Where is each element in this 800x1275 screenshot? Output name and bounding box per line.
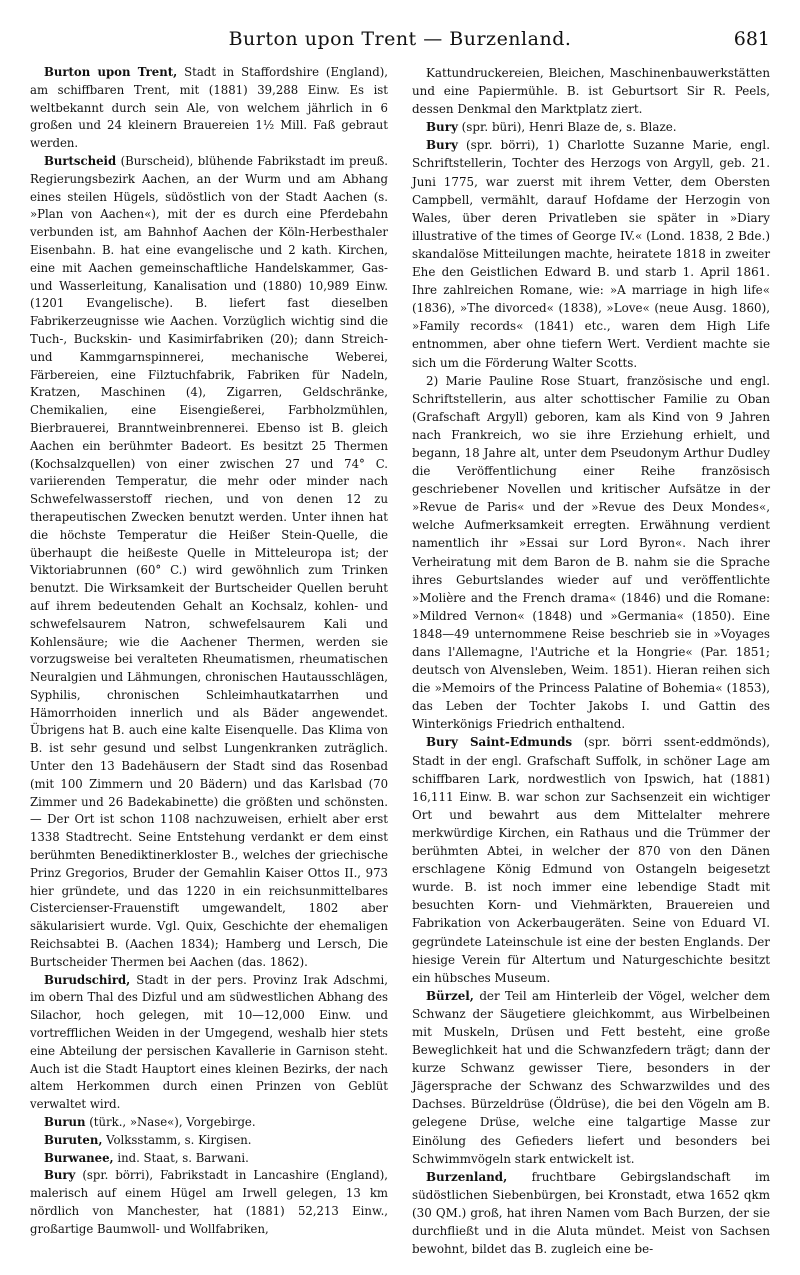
dictionary-entry bbox=[412, 118, 770, 136]
entry-text: 2) Marie Pauline Rose Stuart, französische und engl. Schriftstellerin, aus alter schottischer Familie zu Oban (Grafschaft Argyll) geboren, kam als Kind von 9 Jahren nach Frankreich, wo sie ihre Erziehung erhielt, und begann, 18 Jahre alt, unter dem Pseudonym Arthur Dudley die Veröffentlichung einer Reihe französisch geschriebener Novellen und kritischer Aufsätze in der »Revue de Paris« und der »Revue des Deux Mondes«, welche Aufmerksamkeit erregten. Erwähnung verdient namentlich ihr »Essai sur Lord Byron«. Nach ihrer Verheiratung mit dem Baron de B. nahm sie die Sprache ihres Geburtslandes wieder auf und veröffentlichte »Molière and the French drama« (1846) und die Romane: »Mildred Vernon« (1848) und »Germania« (1850). Eine 1848—49 unternommene Reise beschrieb sie in »Voyages dans l'Allemagne, l'Autriche et la Hongrie« (Par. 1851; deutsch von Alvensleben, Weim. 1851). Hieran reihen sich die »Memoirs of the Princess Palatine of Bohemia« (1853), das Leben der Tochter Jakobs I. und Gattin des Winterkönigs Friedrich enthaltend. bbox=[412, 373, 770, 732]
right-column bbox=[412, 64, 770, 1258]
entry-headword: Burtscheid bbox=[44, 153, 117, 168]
entry-text: (spr. börri), Fabrikstadt in Lancashire (England), malerisch auf einem Hügel am Irwell gelegen, 13 km nördlich von Manchester, hat (1881) 52,213 Einw., großartige Baumwoll- und Wollfabriken, bbox=[30, 1168, 388, 1236]
dictionary-entry bbox=[412, 136, 770, 371]
dictionary-entry bbox=[412, 987, 770, 1168]
dictionary-entry bbox=[30, 1167, 388, 1238]
dictionary-entry bbox=[30, 972, 388, 1114]
entry-headword: Burzenland, bbox=[426, 1169, 508, 1184]
dictionary-entry bbox=[412, 1168, 770, 1258]
entry-headword: Bürzel, bbox=[426, 988, 474, 1003]
entry-text: fruchtbare Gebirgslandschaft im südöstlichen Siebenbürgen, bei Kronstadt, etwa 1652 qkm (30 QM.) groß, hat ihren Namen vom Bach Burzen, der sie durchfließt und in die Aluta mündet. Meist von Sachsen bewohnt, bildet das B. zugleich eine be- bbox=[412, 1169, 770, 1257]
entry-headword: Buruten, bbox=[44, 1132, 103, 1147]
entry-text: (spr. börri), 1) Charlotte Suzanne Marie, engl. Schriftstellerin, Tochter des Herzogs von Argyll, geb. 21. Juni 1775, war zuerst mit ihrem Vetter, dem Obersten Campbell, vermählt, darauf Hofdame der Herzogin von Wales, über deren Privatleben sie später in »Diary illustrative of the times of George IV.« (Lond. 1838, 2 Bde.) skandalöse Mitteilungen machte, heiratete 1818 in zweiter Ehe den Geistlichen Edward B. und starb 1. April 1861. Ihre zahlreichen Romane, wie: »A marriage in high life« (1836), »The divorced« (1838), »Love« (neue Ausg. 1860), »Family records« (1841) etc., waren dem High Life entnommen, aber ohne tiefern Wert. Verdient machte sie sich um die Förderung Walter Scotts. bbox=[412, 138, 771, 370]
page-number: 681 bbox=[733, 28, 770, 50]
entry-headword: Burudschird, bbox=[44, 972, 131, 987]
entry-text: (Burscheid), blühende Fabrikstadt im preuß. Regierungsbezirk Aachen, an der Wurm und am Abhang eines steilen Hügels, südöstlich von der Stadt Aachen (s. »Plan von Aachen«), mit der es durch eine Pferdebahn verbunden ist, am Bahnhof Aachen der Köln-Herbesthaler Eisenbahn. B. hat eine evangelische und 2 kath. Kirchen, eine mit Aachen gemeinschaftliche Handelskammer, Gas- und Wasserleitung, Kanalisation und (1880) 10,989 Einw. (1201 Evangelische). B. liefert fast dieselben Fabrikerzeugnisse wie Aachen. Vorzüglich wichtig sind die Tuch-, Buckskin- und Kasimirfabriken (20); dann Streich- und Kammgarnspinnerei, mechanische Weberei, Färbereien, eine Filztuchfabrik, Fabriken für Nadeln, Kratzen, Maschinen (4), Zigarren, Geldschränke, Chemikalien, eine Eisengießerei, Farbholzmühlen, Bierbrauerei, Branntweinbrennerei. Ebenso ist B. gleich Aachen ein berühmter Badeort. Es besitzt 25 Thermen (Kochsalzquellen) von einer zwischen 27 und 74° C. variierenden Temperatur, die mehr oder minder nach Schwefelwasserstoff riechen, und von denen 12 zu therapeutischen Zwecken benutzt werden. Unter ihnen hat die höchste Temperatur die Heißer Stein-Quelle, die überhaupt die heißeste Quelle in Mitteleuropa ist; der Viktoriabrunnen (60° C.) wird gewöhnlich zum Trinken benutzt. Die Wirksamkeit der Burtscheider Quellen beruht auf ihrem bedeutenden Gehalt an Kochsalz, kohlen- und schwefelsaurem Natron, schwefelsaurem Kali und Kohlensäure; wie die Aachener Thermen, werden sie vorzugsweise bei veralteten Rheumatismen, rheumatischen Neuralgien und Lähmungen, chronischen Hautausschlägen, Syphilis, chronischen Schleimhautkatarrhen und Hämorrhoiden innerlich und als Bäder angewendet. Übrigens hat B. auch eine kalte Eisenquelle. Das Klima von B. ist sehr gesund und selbst Lungenkranken zuträglich. Unter den 13 Badehäusern der Stadt sind das Rosenbad (mit 100 Zimmern und 20 Bädern) und das Karlsbad (70 Zimmer und 26 Badekabinette) die größten und schönsten. — Der Ort ist schon 1108 nachzuweisen, erhielt aber erst 1338 Stadtrecht. Seine Entstehung verdankt er dem einst berühmten Benediktinerkloster B., welches der griechische Prinz Gregorios, Bruder der Gemahlin Kaiser Ottos II., 973 hier gründete, und das 1220 in ein reichsunmittelbares Cistercienser-Frauenstift umgewandelt, 1802 aber säkularisiert wurde. Vgl. Quix, Geschichte der ehemaligen Reichsabtei B. (Aachen 1834); Hamberg und Lersch, Die Burtscheider Thermen bei Aachen (das. 1862). bbox=[30, 153, 388, 969]
page-header bbox=[30, 28, 770, 58]
entry-text: der Teil am Hinterleib der Vögel, welcher dem Schwanz der Säugetiere gleichkommt, aus Wirbelbeinen mit Muskeln, Drüsen und Fett besteht, eine große Beweglichkeit hat und die Schwanzfedern trägt; dann der kurze Schwanz gewisser Tiere, besonders in der Jägersprache der Schwanz des Schwarzwildes und des Dachses. Bürzeldrüse (Öldrüse), die bei den Vögeln am B. gelegene Drüse, welche eine talgartige Masse zur Einölung des Gefieders liefert und besonders bei Schwimmvögeln stark entwickelt ist. bbox=[412, 988, 770, 1166]
entry-text: ind. Staat, s. Barwani. bbox=[117, 1150, 249, 1165]
dictionary-entry bbox=[412, 372, 770, 734]
dictionary-entry bbox=[30, 1114, 388, 1132]
entry-text: Stadt in der pers. Provinz Irak Adschmi, im obern Thal des Dizful und am südwestlichen Abhang des Silachor, hoch gelegen, mit 10—12,000 Einw. und vortrefflichen Weiden in der Umgegend, weshalb hier stets eine Abteilung der persischen Kavallerie in Garnison steht. Auch ist die Stadt Hauptort eines kleinen Bezirks, der nach altem Herkommen durch einen Prinzen von Geblüt verwaltet wird. bbox=[30, 972, 388, 1112]
dictionary-entry bbox=[30, 1132, 388, 1150]
entry-text: (spr. büri), Henri Blaze de, s. Blaze. bbox=[461, 120, 677, 135]
entry-headword: Burton upon Trent, bbox=[44, 65, 178, 79]
dictionary-entry bbox=[412, 733, 770, 986]
entry-headword: Bury bbox=[44, 1168, 76, 1183]
dictionary-entry bbox=[30, 153, 388, 972]
left-column bbox=[30, 64, 388, 1239]
dictionary-entry bbox=[30, 1150, 388, 1168]
running-title: Burton upon Trent — Burzenland. bbox=[228, 28, 572, 50]
entry-headword: Bury bbox=[426, 138, 458, 153]
entry-headword: Burwanee, bbox=[44, 1150, 114, 1165]
entry-text: Volksstamm, s. Kirgisen. bbox=[106, 1132, 252, 1147]
entry-headword: Bury Saint-Edmunds bbox=[426, 735, 573, 750]
entry-headword: Burun bbox=[44, 1115, 86, 1130]
entry-text: (türk., »Nase«), Vorgebirge. bbox=[89, 1115, 256, 1130]
dictionary-entry bbox=[30, 64, 388, 153]
entry-headword: Bury bbox=[426, 120, 458, 135]
entry-text: Kattundruckereien, Bleichen, Maschinenbauwerkstätten und eine Papiermühle. B. ist Geburtsort Sir R. Peels, dessen Denkmal den Marktplatz ziert. bbox=[412, 66, 770, 117]
entry-text: Stadt in Staffordshire (England), am schiffbaren Trent, mit (1881) 39,288 Einw. Es ist weltbekannt durch sein Ale, von welchem jährlich in 6 großen und 24 kleinern Brauereien 1½ Mill. Faß gebraut werden. bbox=[30, 65, 389, 151]
entry-text: (spr. börri ssent-eddmönds), Stadt in der engl. Grafschaft Suffolk, in schöner Lage am schiffbaren Lark, nordwestlich von Ipswich, hat (1881) 16,111 Einw. B. war schon zur Sachsenzeit ein wichtiger Ort und bewahrt aus dem Mittelalter mehrere merkwürdige Kirchen, ein Rathaus und die Trümmer der berühmten Abtei, in welcher der 870 von den Dänen erschlagene König Edmund von Ostangeln beigesetzt wurde. B. ist noch immer eine lebendige Stadt mit besuchten Korn- und Viehmärkten, Brauereien und Fabrikation von Ackerbaugeräten. Seine von Eduard VI. gegründete Lateinschule ist eine der besten Englands. Der hiesige Verein für Altertum und Naturgeschichte besitzt ein hübsches Museum. bbox=[412, 735, 770, 985]
dictionary-entry bbox=[412, 64, 770, 118]
